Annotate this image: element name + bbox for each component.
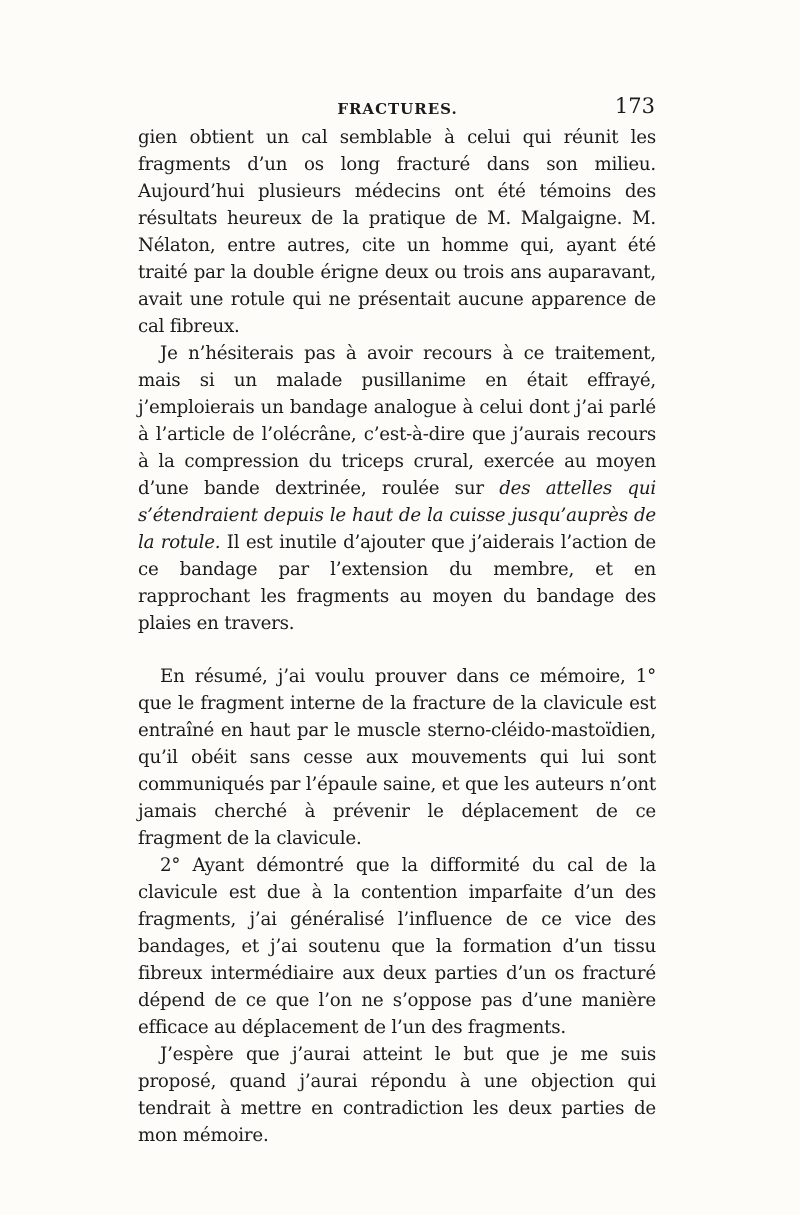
paragraph-summary: En résumé, j’ai voulu prouver dans ce mémoire, 1° que le fragment interne de la fracture de la clavicule est entraîné en haut par le muscle sterno-cléido-mastoïdien, qu’il obéit sans cesse aux mouvements qui lui sont communiqués par l’épaule saine, et que les auteurs n’ont jamais cherché à prévenir le déplacement de ce fragment de la clavicule. (138, 666, 656, 849)
paragraph-text: Je n’hésiterais pas à avoir recours à ce traitement, mais si un malade pusillanime en était effrayé, j’emploierais un bandage analogue à celui dont j’ai parlé à l’article de l’olécrâne, c’est-à-dire que j’aurais recours à la compression du triceps crural, exercée au moyen d’une bande dextrinée, roulée sur (138, 343, 656, 499)
page-number: 173 (614, 94, 655, 118)
italic-phrase: des attelles qui s’étendraient depuis le haut de la cuisse jusqu’auprès de la rotule. (138, 478, 656, 553)
paragraph-text: Il est inutile d’ajouter que j’aiderais l’action de ce bandage par l’extension du membre, et en rapprochant les fragments au moyen du bandage des plaies en travers. (138, 532, 656, 634)
paragraph-treatment (138, 340, 656, 637)
running-title: FRACTURES. (337, 100, 458, 118)
paragraph-point-two: 2° Ayant démontré que la difformité du cal de la clavicule est due à la contention imparfaite d’un des fragments, j’ai généralisé l’influence de ce vice des bandages, et j’ai soutenu que la formation d’un tissu fibreux intermédiaire aux deux parties d’un os fracturé dépend de ce que l’on ne s’oppose pas d’une manière efficace au déplacement de l’un des fragments. (138, 855, 656, 1038)
body-text (138, 124, 656, 1149)
paragraph-conclusion: J’espère que j’aurai atteint le but que je me suis proposé, quand j’aurai répondu à une objection qui tendrait à mettre en contradiction les deux parties de mon mémoire. (138, 1044, 656, 1146)
running-head (140, 94, 655, 122)
paragraph-continuation: gien obtient un cal semblable à celui qui réunit les fragments d’un os long fracturé dans son milieu. Aujourd’hui plusieurs médecins ont été témoins des résultats heureux de la pratique de M. Malgaigne. M. Nélaton, entre autres, cite un homme qui, ayant été traité par la double érigne deux ou trois ans auparavant, avait une rotule qui ne présentait aucune apparence de cal fibreux. (138, 127, 656, 337)
